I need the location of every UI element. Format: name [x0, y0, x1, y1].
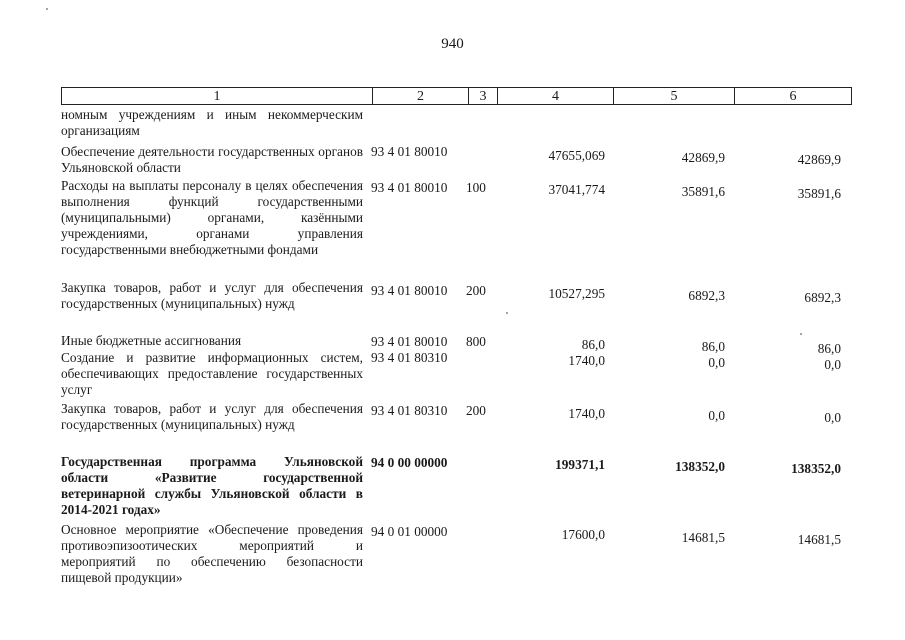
row-value-col6: 0,0: [824, 410, 841, 425]
row-value-col5: 35891,6: [681, 184, 725, 199]
row-code: 93 4 01 80310: [371, 403, 448, 418]
row-value-col6: 86,0: [817, 341, 841, 356]
column-header-1: 1: [62, 88, 373, 105]
row-value-col5: 86,0: [701, 339, 725, 354]
row-name: Государственная программа Ульяновской области «Развитие государственной ветеринарной службы Ульяновской области в 2014-2021 годах»: [61, 454, 363, 517]
row-value-col5: 0,0: [708, 408, 725, 423]
row-code: 93 4 01 80010: [371, 283, 448, 298]
row-expense-type: 200: [466, 283, 486, 298]
row-value-col4: 1740,0: [568, 353, 605, 368]
column-header-row: [61, 87, 852, 105]
row-value-col6: 14681,5: [797, 532, 841, 547]
page-number: 940: [441, 36, 464, 52]
row-value-col6: 6892,3: [804, 290, 841, 305]
row-value-col4: 86,0: [581, 337, 605, 352]
row-value-col5: 42869,9: [681, 150, 725, 165]
scan-speck: [800, 333, 802, 335]
row-value-col4: 1740,0: [568, 406, 605, 421]
row-name: Закупка товаров, работ и услуг для обеспечения государственных (муниципальных) нужд: [61, 401, 363, 432]
row-code: 94 0 00 00000: [371, 455, 448, 470]
row-value-col4: 10527,295: [548, 286, 605, 301]
row-code: 93 4 01 80010: [371, 180, 448, 195]
row-code: 93 4 01 80310: [371, 350, 448, 365]
scan-speck: [506, 312, 508, 314]
row-name: Иные бюджетные ассигнования: [61, 333, 242, 348]
row-value-col4: 17600,0: [561, 527, 605, 542]
row-code: 94 0 01 00000: [371, 524, 448, 539]
column-header-3: 3: [469, 88, 498, 105]
row-value-col4: 199371,1: [555, 457, 605, 472]
row-name: Расходы на выплаты персоналу в целях обеспечения выполнения функций государственными (муниципальными) органами, казёнными учреждениями, органами управления государственными внебюджетными фондами: [61, 178, 363, 257]
row-name: Создание и развитие информационных систем, обеспечивающих предоставление государственных услуг: [61, 350, 363, 397]
column-header-6: 6: [735, 88, 852, 105]
row-value-col6: 138352,0: [791, 461, 841, 476]
column-header-4: 4: [498, 88, 614, 105]
row-code: 93 4 01 80010: [371, 334, 448, 349]
row-value-col5: 14681,5: [681, 530, 725, 545]
row-expense-type: 100: [466, 180, 486, 195]
row-value-col6: 0,0: [824, 357, 841, 372]
row-expense-type: 200: [466, 403, 486, 418]
row-value-col5: 6892,3: [688, 288, 725, 303]
row-value-col5: 138352,0: [675, 459, 725, 474]
column-header-5: 5: [614, 88, 735, 105]
row-code: 93 4 01 80010: [371, 144, 448, 159]
row-name: Обеспечение деятельности государственных органов Ульяновской области: [61, 144, 363, 175]
row-value-col4: 47655,069: [548, 148, 605, 163]
row-name: номным учреждениям и иным некоммерческим организациям: [61, 107, 363, 138]
column-header-2: 2: [373, 88, 469, 105]
row-name: Закупка товаров, работ и услуг для обеспечения государственных (муниципальных) нужд: [61, 280, 363, 311]
scan-speck: [46, 8, 48, 10]
row-expense-type: 800: [466, 334, 486, 349]
row-name: Основное мероприятие «Обеспечение проведения противоэпизоотических мероприятий и мероприятий по обеспечению безопасности пищевой продукции»: [61, 522, 363, 585]
row-value-col6: 35891,6: [797, 186, 841, 201]
row-value-col5: 0,0: [708, 355, 725, 370]
row-value-col4: 37041,774: [548, 182, 605, 197]
row-value-col6: 42869,9: [797, 152, 841, 167]
